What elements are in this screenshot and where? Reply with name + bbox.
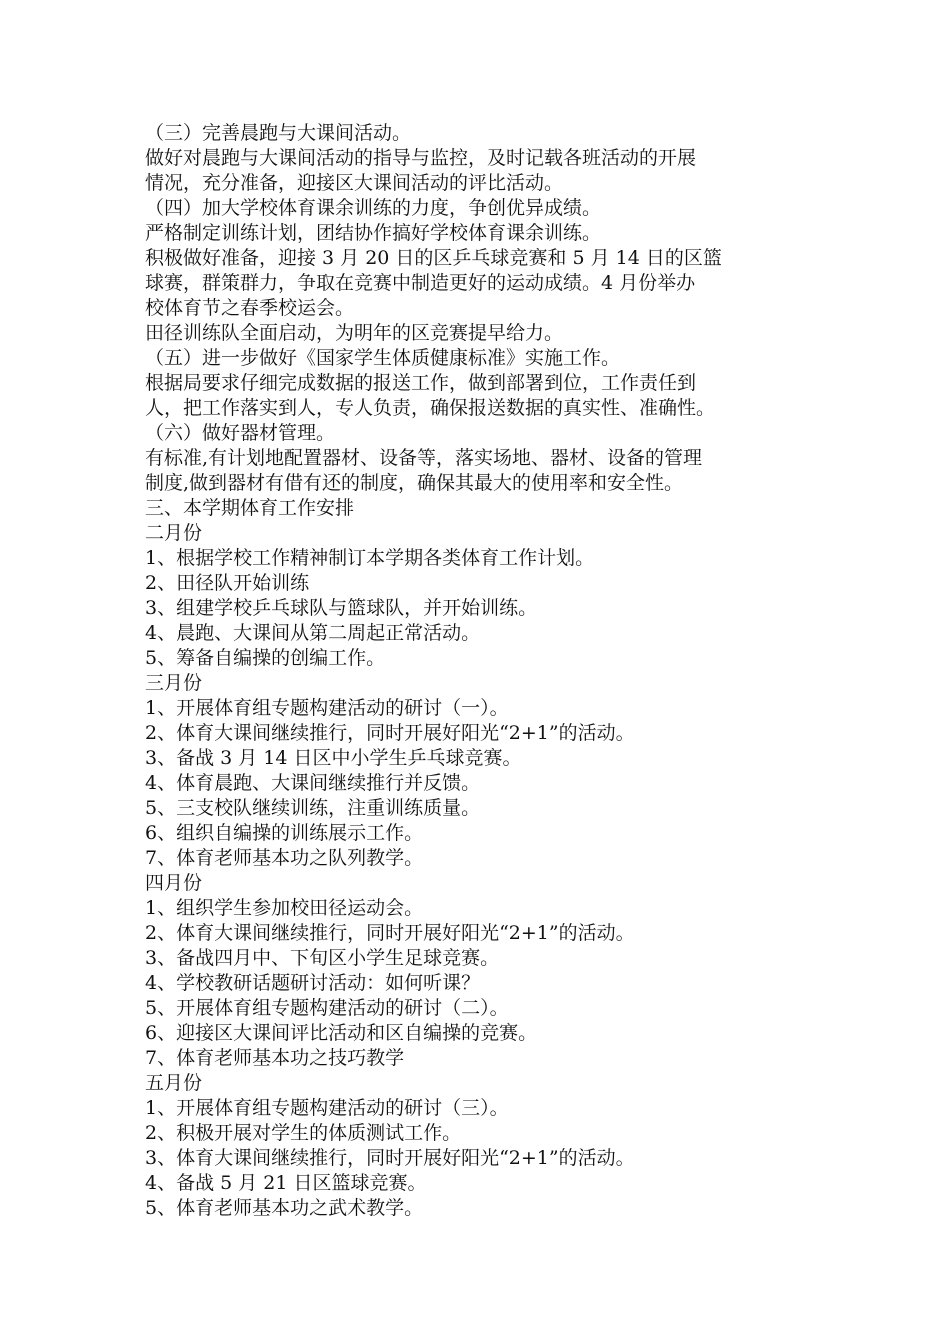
text-line: （四）加大学校体育课余训练的力度，争创优异成绩。 [145,197,602,219]
text-line: 球赛，群策群力，争取在竞赛中制造更好的运动成绩。4 月份举办 [145,272,696,294]
text-line: 2、体育大课间继续推行，同时开展好阳光“2+1”的活动。 [145,722,635,744]
text-line: 2、田径队开始训练 [145,572,310,594]
text-line: 4、学校教研话题研讨活动：如何听课？ [145,972,481,994]
text-line: （五）进一步做好《国家学生体质健康标准》实施工作。 [145,347,621,369]
text-line: 5、筹备自编操的创编工作。 [145,647,386,669]
text-line: 3、组建学校乒乓球队与篮球队，并开始训练。 [145,597,538,619]
text-line: 2、积极开展对学生的体质测试工作。 [145,1122,462,1144]
text-line: 四月份 [145,872,203,894]
text-line: 1、组织学生参加校田径运动会。 [145,897,424,919]
text-line: 7、体育老师基本功之队列教学。 [145,847,424,869]
text-line: 1、根据学校工作精神制订本学期各类体育工作计划。 [145,547,595,569]
text-line: 1、开展体育组专题构建活动的研讨（三）。 [145,1097,509,1119]
text-line: 3、体育大课间继续推行，同时开展好阳光“2+1”的活动。 [145,1147,635,1169]
text-line: 有标准,有计划地配置器材、设备等，落实场地、器材、设备的管理 [145,447,703,469]
text-line: 1、开展体育组专题构建活动的研讨（一）。 [145,697,509,719]
text-line: （三）完善晨跑与大课间活动。 [145,122,412,144]
text-line: 积极做好准备，迎接 3 月 20 日的区乒乓球竞赛和 5 月 14 日的区篮 [145,247,722,269]
text-line: 3、备战四月中、下旬区小学生足球竞赛。 [145,947,500,969]
text-line: 2、体育大课间继续推行，同时开展好阳光“2+1”的活动。 [145,922,635,944]
text-line: 4、备战 5 月 21 日区篮球竞赛。 [145,1172,427,1194]
text-line: 严格制定训练计划，团结协作搞好学校体育课余训练。 [145,222,602,244]
text-line: 5、体育老师基本功之武术教学。 [145,1197,424,1219]
text-line: 二月份 [145,522,203,544]
text-line: 三、本学期体育工作安排 [145,497,355,519]
text-line: 校体育节之春季校运会。 [145,297,355,319]
text-line: 4、体育晨跑、大课间继续推行并反馈。 [145,772,481,794]
text-line: 3、备战 3 月 14 日区中小学生乒乓球竞赛。 [145,747,522,769]
text-line: 6、组织自编操的训练展示工作。 [145,822,424,844]
text-line: 制度,做到器材有借有还的制度，确保其最大的使用率和安全性。 [145,472,684,494]
text-line: 4、晨跑、大课间从第二周起正常活动。 [145,622,481,644]
text-line: 5、三支校队继续训练，注重训练质量。 [145,797,481,819]
text-line: 情况，充分准备，迎接区大课间活动的评比活动。 [145,172,564,194]
text-line: 根据局要求仔细完成数据的报送工作，做到部署到位，工作责任到 [145,372,697,394]
text-line: 7、体育老师基本功之技巧教学 [145,1047,405,1069]
text-line: 田径训练队全面启动，为明年的区竞赛提早给力。 [145,322,564,344]
text-line: 人，把工作落实到人，专人负责，确保报送数据的真实性、准确性。 [145,397,716,419]
text-line: 五月份 [145,1072,203,1094]
text-line: 做好对晨跑与大课间活动的指导与监控，及时记载各班活动的开展 [145,147,697,169]
document-body [145,121,810,1221]
text-line: 5、开展体育组专题构建活动的研讨（二）。 [145,997,509,1019]
text-line: 三月份 [145,672,203,694]
text-line: 6、迎接区大课间评比活动和区自编操的竞赛。 [145,1022,538,1044]
text-line: （六）做好器材管理。 [145,422,336,444]
